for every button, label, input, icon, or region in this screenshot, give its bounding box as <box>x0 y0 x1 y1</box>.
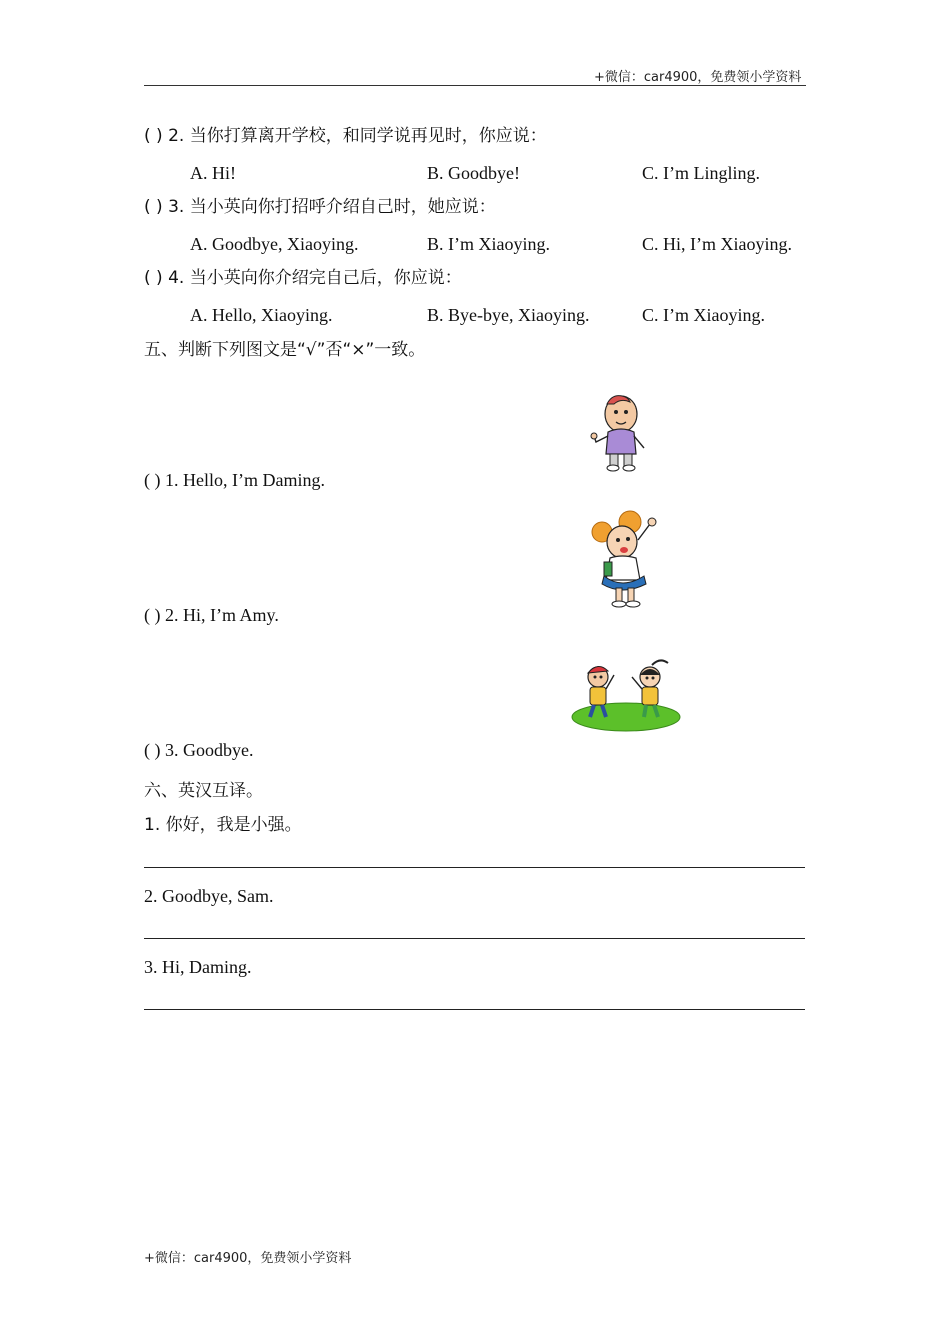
question-4-prompt: ( ) 4. 当小英向你介绍完自己后，你应说： <box>144 268 462 288</box>
question-3-option-a: A. Goodbye, Xiaoying. <box>190 234 359 254</box>
girl-waving-illustration <box>588 510 666 610</box>
question-2-option-b: B. Goodbye! <box>427 163 520 183</box>
footer-watermark: +微信：car4900，免费领小学资料 <box>144 1251 352 1266</box>
question-3-option-b: B. I’m Xiaoying. <box>427 234 550 254</box>
translate-item-1: 1. 你好，我是小强。 <box>144 815 302 835</box>
translate-item-2: 2. Goodbye, Sam. <box>144 886 274 906</box>
header-rule <box>144 85 806 86</box>
question-4-option-b: B. Bye-bye, Xiaoying. <box>427 305 590 325</box>
question-3-prompt: ( ) 3. 当小英向你打招呼介绍自己时，她应说： <box>144 197 496 217</box>
question-2-option-a: A. Hi! <box>190 163 236 183</box>
question-4-option-a: A. Hello, Xiaoying. <box>190 305 333 325</box>
answer-line-1[interactable] <box>144 867 805 868</box>
judge-item-3: ( ) 3. Goodbye. <box>144 740 254 760</box>
question-4-option-c: C. I’m Xiaoying. <box>642 305 765 325</box>
header-watermark: +微信：car4900，免费领小学资料 <box>594 70 802 85</box>
judge-item-1: ( ) 1. Hello, I’m Daming. <box>144 470 325 490</box>
judge-item-2: ( ) 2. Hi, I’m Amy. <box>144 605 279 625</box>
question-2-prompt: ( ) 2. 当你打算离开学校，和同学说再见时，你应说： <box>144 126 547 146</box>
answer-line-2[interactable] <box>144 938 805 939</box>
boy-waving-illustration <box>588 392 650 472</box>
section-5-title: 五、判断下列图文是“√”否“×”一致。 <box>144 340 426 360</box>
answer-line-3[interactable] <box>144 1009 805 1010</box>
section-6-title: 六、英汉互译。 <box>144 781 263 801</box>
two-kids-on-grass-illustration <box>568 655 682 735</box>
question-2-option-c: C. I’m Lingling. <box>642 163 760 183</box>
translate-item-3: 3. Hi, Daming. <box>144 957 252 977</box>
question-3-option-c: C. Hi, I’m Xiaoying. <box>642 234 792 254</box>
